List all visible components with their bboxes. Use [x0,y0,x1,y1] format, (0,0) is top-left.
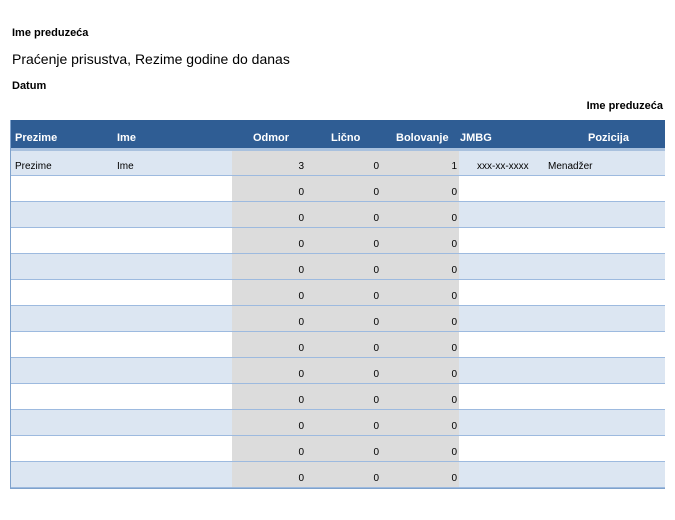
cell-bolovanje[interactable]: 0 [451,239,457,250]
column-header-licno[interactable]: Lično [331,132,361,144]
table-row [11,280,665,306]
cell-bolovanje[interactable]: 1 [451,161,457,172]
cell-licno[interactable]: 0 [373,161,379,172]
cell-bolovanje[interactable]: 0 [451,317,457,328]
cell-odmor[interactable]: 0 [298,317,304,328]
cell-ime[interactable] [117,446,227,460]
cell-jmbg[interactable] [477,212,557,226]
report-title: Praćenje prisustva, Rezime godine do danas [12,51,290,67]
cell-bolovanje[interactable]: 0 [451,213,457,224]
cell-jmbg[interactable] [477,446,557,460]
cell-ime[interactable] [117,420,227,434]
cell-prezime[interactable] [15,394,115,408]
cell-bolovanje[interactable]: 0 [451,187,457,198]
cell-bolovanje[interactable]: 0 [451,265,457,276]
date-label: Datum [12,80,47,92]
cell-odmor[interactable]: 0 [298,187,304,198]
cell-prezime[interactable] [15,472,115,486]
column-header-jmbg[interactable]: JMBG [460,132,492,144]
cell-prezime[interactable] [15,238,115,252]
cell-prezime[interactable] [15,446,115,460]
cell-prezime[interactable] [15,186,115,200]
cell-licno[interactable]: 0 [373,187,379,198]
cell-ime[interactable] [117,186,227,200]
cell-odmor[interactable]: 0 [298,369,304,380]
table-header-row [11,120,665,151]
cell-pozicija[interactable] [548,368,663,382]
cell-odmor[interactable]: 0 [298,239,304,250]
column-header-odmor[interactable]: Odmor [253,132,290,144]
table-body [11,151,665,488]
cell-licno[interactable]: 0 [373,317,379,328]
table-row [11,151,665,176]
table-row [11,358,665,384]
cell-odmor[interactable]: 0 [298,213,304,224]
cell-licno[interactable]: 0 [373,213,379,224]
cell-prezime[interactable] [15,212,115,226]
cell-jmbg[interactable]: xxx-xx-xxxx [477,161,529,172]
table-row [11,332,665,358]
cell-odmor[interactable]: 0 [298,291,304,302]
cell-bolovanje[interactable]: 0 [451,369,457,380]
cell-ime[interactable] [117,290,227,304]
cell-ime[interactable]: Ime [117,161,134,172]
column-header-pozicija[interactable]: Pozicija [588,132,629,144]
cell-ime[interactable] [117,238,227,252]
cell-jmbg[interactable] [477,290,557,304]
cell-pozicija[interactable] [548,186,663,200]
cell-pozicija[interactable] [548,290,663,304]
cell-licno[interactable]: 0 [373,369,379,380]
table-row [11,228,665,254]
cell-odmor[interactable]: 0 [298,343,304,354]
cell-ime[interactable] [117,394,227,408]
cell-jmbg[interactable] [477,472,557,486]
cell-jmbg[interactable] [477,368,557,382]
attendance-table [10,120,665,489]
cell-ime[interactable] [117,472,227,486]
cell-jmbg[interactable] [477,342,557,356]
table-row [11,202,665,228]
cell-jmbg[interactable] [477,420,557,434]
cell-odmor[interactable]: 0 [298,421,304,432]
column-header-ime[interactable]: Ime [117,132,136,144]
cell-bolovanje[interactable]: 0 [451,447,457,458]
cell-ime[interactable] [117,342,227,356]
cell-prezime[interactable] [15,316,115,330]
table-row [11,384,665,410]
cell-bolovanje[interactable]: 0 [451,291,457,302]
cell-licno[interactable]: 0 [373,447,379,458]
cell-jmbg[interactable] [477,238,557,252]
column-header-bolovanje[interactable]: Bolovanje [396,132,449,144]
cell-jmbg[interactable] [477,394,557,408]
cell-licno[interactable]: 0 [373,291,379,302]
cell-prezime[interactable] [15,264,115,278]
cell-prezime[interactable]: Prezime [15,161,52,172]
table-row [11,462,665,488]
company-name-right: Ime preduzeća [586,100,663,112]
cell-pozicija[interactable] [548,316,663,330]
cell-licno[interactable]: 0 [373,265,379,276]
table-row [11,176,665,202]
table-row [11,410,665,436]
cell-bolovanje[interactable]: 0 [451,421,457,432]
cell-pozicija[interactable] [548,446,663,460]
cell-pozicija[interactable] [548,238,663,252]
column-header-prezime[interactable]: Prezime [15,132,58,144]
cell-licno[interactable]: 0 [373,343,379,354]
cell-pozicija[interactable] [548,212,663,226]
cell-odmor[interactable]: 3 [298,161,304,172]
cell-ime[interactable] [117,212,227,226]
cell-pozicija[interactable] [548,394,663,408]
cell-licno[interactable]: 0 [373,421,379,432]
cell-bolovanje[interactable]: 0 [451,343,457,354]
cell-pozicija[interactable] [548,264,663,278]
cell-odmor[interactable]: 0 [298,265,304,276]
cell-pozicija[interactable]: Menadžer [548,161,593,172]
cell-ime[interactable] [117,316,227,330]
cell-prezime[interactable] [15,290,115,304]
cell-prezime[interactable] [15,342,115,356]
cell-licno[interactable]: 0 [373,473,379,484]
cell-licno[interactable]: 0 [373,395,379,406]
cell-bolovanje[interactable]: 0 [451,473,457,484]
cell-ime[interactable] [117,368,227,382]
cell-bolovanje[interactable]: 0 [451,395,457,406]
cell-odmor[interactable]: 0 [298,447,304,458]
cell-pozicija[interactable] [548,342,663,356]
cell-odmor[interactable]: 0 [298,473,304,484]
cell-jmbg[interactable] [477,316,557,330]
cell-odmor[interactable]: 0 [298,395,304,406]
cell-jmbg[interactable] [477,264,557,278]
cell-ime[interactable] [117,264,227,278]
cell-pozicija[interactable] [548,472,663,486]
cell-jmbg[interactable] [477,186,557,200]
table-row [11,436,665,462]
table-row [11,254,665,280]
company-name-top: Ime preduzeća [12,27,89,39]
cell-licno[interactable]: 0 [373,239,379,250]
table-row [11,306,665,332]
cell-prezime[interactable] [15,420,115,434]
cell-prezime[interactable] [15,368,115,382]
cell-pozicija[interactable] [548,420,663,434]
